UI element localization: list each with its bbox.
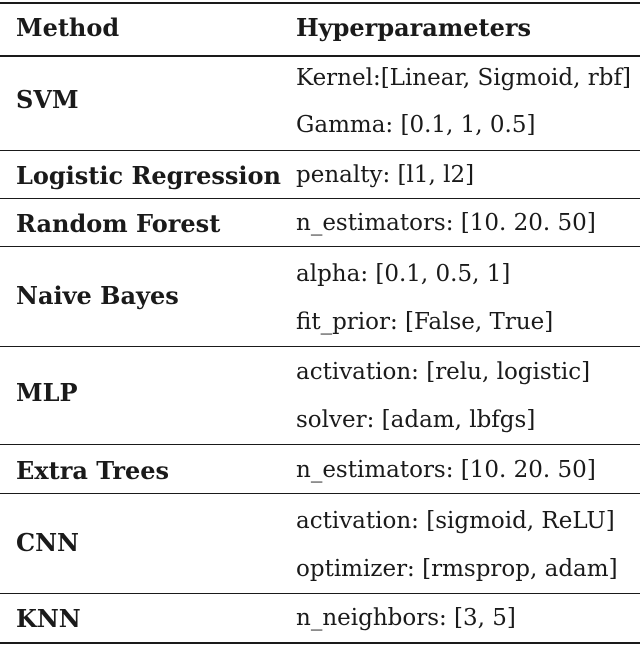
row-rule xyxy=(0,246,640,247)
row-method-knn: KNN xyxy=(16,604,81,633)
row-method-mlp: MLP xyxy=(16,378,78,407)
row-param-extra-trees-estimators: n_estimators: [10. 20. 50] xyxy=(296,457,596,483)
row-method-naive-bayes: Naive Bayes xyxy=(16,281,179,310)
top-rule xyxy=(0,2,640,4)
header-hyperparameters: Hyperparameters xyxy=(296,13,532,42)
row-param-svm-kernel: Kernel:[Linear, Sigmoid, rbf] xyxy=(296,65,631,91)
row-param-svm-gamma: Gamma: [0.1, 1, 0.5] xyxy=(296,112,536,138)
row-rule xyxy=(0,593,640,594)
row-param-random-forest-estimators: n_estimators: [10. 20. 50] xyxy=(296,210,596,236)
row-param-naive-bayes-fit-prior: fit_prior: [False, True] xyxy=(296,309,554,335)
row-method-logistic-regression: Logistic Regression xyxy=(16,161,281,190)
row-param-cnn-activation: activation: [sigmoid, ReLU] xyxy=(296,508,615,534)
row-method-extra-trees: Extra Trees xyxy=(16,456,170,485)
header-method: Method xyxy=(16,13,120,42)
row-method-cnn: CNN xyxy=(16,528,79,557)
row-method-random-forest: Random Forest xyxy=(16,209,221,238)
row-rule xyxy=(0,444,640,445)
row-rule xyxy=(0,493,640,494)
row-param-knn-neighbors: n_neighbors: [3, 5] xyxy=(296,605,516,631)
row-method-svm: SVM xyxy=(16,85,79,114)
row-rule xyxy=(0,346,640,347)
row-param-mlp-activation: activation: [relu, logistic] xyxy=(296,359,591,385)
row-param-naive-bayes-alpha: alpha: [0.1, 0.5, 1] xyxy=(296,261,511,287)
row-param-logistic-penalty: penalty: [l1, l2] xyxy=(296,162,475,188)
row-param-mlp-solver: solver: [adam, lbfgs] xyxy=(296,407,536,433)
row-param-cnn-optimizer: optimizer: [rmsprop, adam] xyxy=(296,556,618,582)
header-rule xyxy=(0,55,640,57)
row-rule xyxy=(0,150,640,151)
row-rule xyxy=(0,198,640,199)
bottom-rule xyxy=(0,642,640,644)
